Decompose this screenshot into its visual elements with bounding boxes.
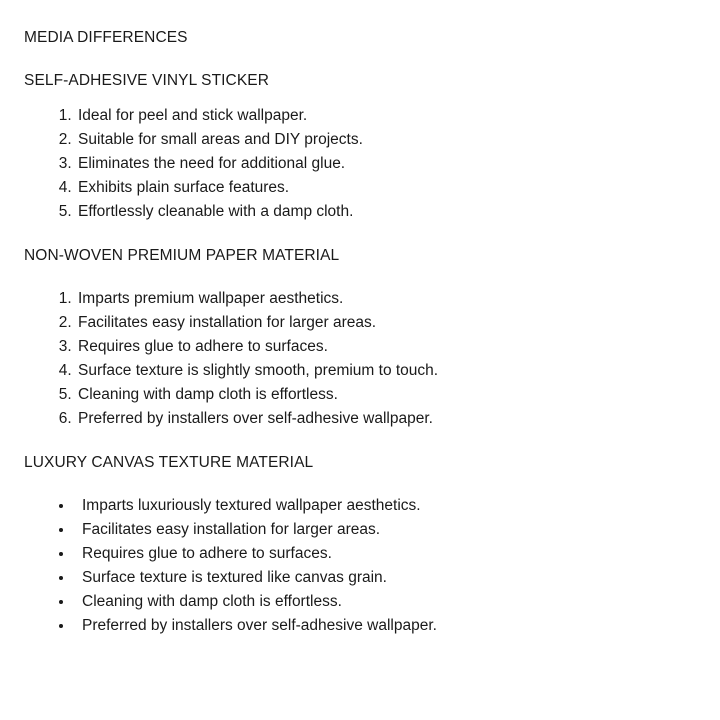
list-item: 5. Effortlessly cleanable with a damp cloth.	[76, 200, 696, 224]
list-item: 4. Exhibits plain surface features.	[76, 176, 696, 200]
list-item: 2. Suitable for small areas and DIY projects.	[76, 128, 696, 152]
list-item: • Requires glue to adhere to surfaces.	[74, 542, 696, 566]
section-non-woven-premium-paper-material	[24, 246, 696, 431]
spacer	[24, 486, 696, 494]
list-item: 2. Facilitates easy installation for larger areas.	[76, 311, 696, 335]
list-item: 6. Preferred by installers over self-adhesive wallpaper.	[76, 407, 696, 431]
list-item: 3. Requires glue to adhere to surfaces.	[76, 335, 696, 359]
list-item: • Cleaning with damp cloth is effortless.	[74, 590, 696, 614]
section-luxury-canvas-texture-material	[24, 453, 696, 638]
list-item: 5. Cleaning with damp cloth is effortless.	[76, 383, 696, 407]
ordered-list	[24, 287, 696, 431]
section-heading: LUXURY CANVAS TEXTURE MATERIAL	[24, 453, 314, 471]
list-item: • Facilitates easy installation for larger areas.	[74, 518, 696, 542]
ordered-list	[24, 104, 696, 224]
list-item: 1. Imparts premium wallpaper aesthetics.	[76, 287, 696, 311]
spacer	[24, 279, 696, 287]
section-heading: SELF-ADHESIVE VINYL STICKER	[24, 71, 270, 89]
list-item: • Preferred by installers over self-adhesive wallpaper.	[74, 614, 696, 638]
bullet-list	[24, 494, 696, 638]
list-item: 3. Eliminates the need for additional glue.	[76, 152, 696, 176]
list-item: 4. Surface texture is slightly smooth, premium to touch.	[76, 359, 696, 383]
page-title: MEDIA DIFFERENCES	[24, 29, 188, 46]
section-heading: NON-WOVEN PREMIUM PAPER MATERIAL	[24, 246, 340, 264]
section-self-adhesive-vinyl-sticker	[24, 71, 696, 224]
list-item: 1. Ideal for peel and stick wallpaper.	[76, 104, 696, 128]
list-item: • Surface texture is textured like canvas grain.	[74, 566, 696, 590]
list-item: • Imparts luxuriously textured wallpaper aesthetics.	[74, 494, 696, 518]
